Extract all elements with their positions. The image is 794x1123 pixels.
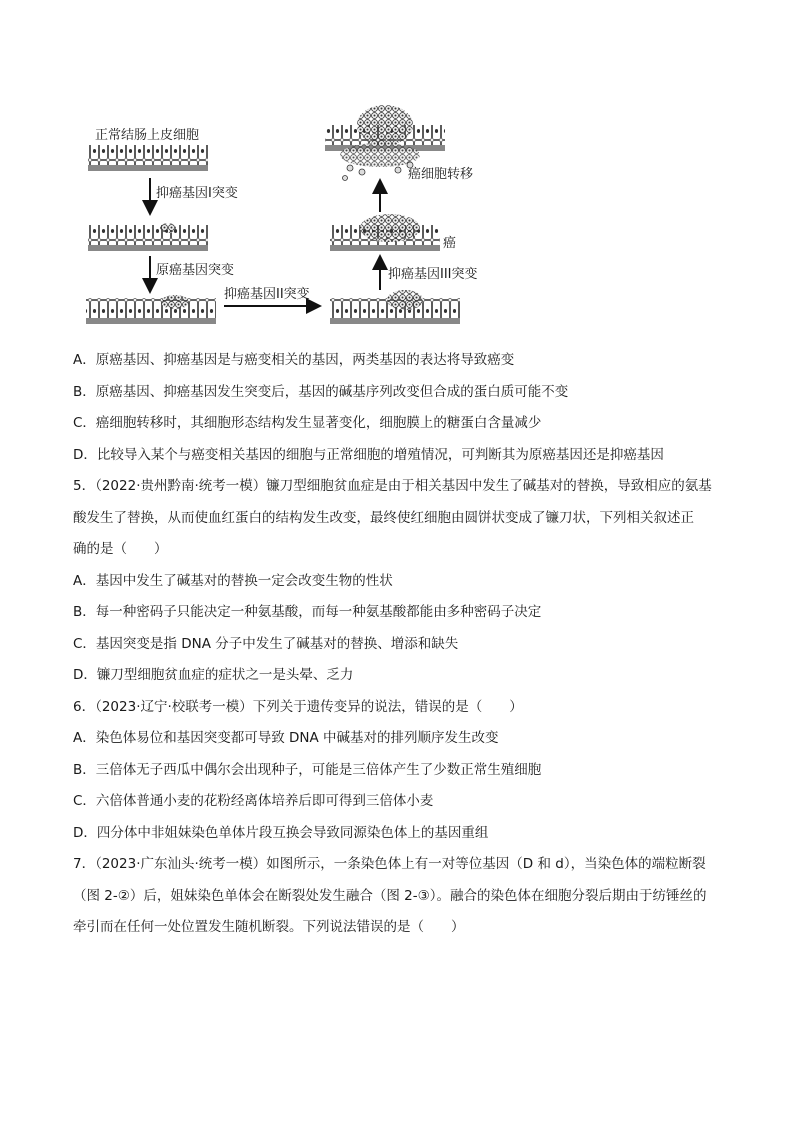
stage4-epithelium: [330, 290, 460, 324]
q5-stem-1: 5．（2022·贵州黔南·统考一模）镰刀型细胞贫血症是由于相关基因中发生了碱基对的替换，导致相应的氨基: [73, 478, 712, 494]
q4-option-d: D．比较导入某个与癌变相关基因的细胞与正常细胞的增殖情况，可判断其为原癌基因还是抑癌基因: [73, 446, 664, 463]
q5-option-b: B．每一种密码子只能决定一种氨基酸，而每一种氨基酸都能由多种密码子决定: [73, 604, 542, 620]
q5-stem-2: 酸发生了替换，从而使血红蛋白的结构发生改变，最终使红细胞由圆饼状变成了镰刀状，下列相关叙述正: [73, 509, 694, 526]
q5-option-a: A．基因中发生了碱基对的替换一定会改变生物的性状: [73, 572, 393, 589]
label-suppressor2: 抑癌基因II突变: [224, 287, 310, 302]
q5-option-d: D．镰刀型细胞贫血症的症状之一是头晕、乏力: [73, 667, 354, 683]
q7-stem-1: 7．（2023·广东汕头·统考一模）如图所示，一条染色体上有一对等位基因（D 和 d），当染色体的端粒断裂: [73, 856, 706, 872]
q5-option-c: C．基因突变是指 DNA 分子中发生了碱基对的替换、增添和缺失: [73, 635, 459, 652]
stage2-epithelium: [88, 223, 208, 251]
label-normal: 正常结肠上皮细胞: [95, 128, 200, 143]
q6-option-a: A．染色体易位和基因突变都可导致 DNA 中碱基对的排列顺序发生改变: [73, 730, 499, 746]
normal-epithelium: [88, 145, 208, 171]
stage3-epithelium: [86, 295, 216, 324]
q6-option-c: C．六倍体普通小麦的花粉经离体培养后即可得到三倍体小麦: [73, 793, 434, 809]
label-suppressor1: 抑癌基因I突变: [156, 186, 238, 201]
q4-option-c: C．癌细胞转移时，其细胞形态结构发生显著变化，细胞膜上的糖蛋白含量减少: [73, 415, 542, 431]
question-text: [73, 345, 733, 944]
cancer-epithelium: [330, 214, 440, 251]
label-proto: 原癌基因突变: [156, 263, 235, 278]
q4-option-b: B．原癌基因、抑癌基因发生突变后，基因的碱基序列改变但合成的蛋白质可能不变: [73, 383, 569, 400]
label-metastasis: 癌细胞转移: [408, 167, 474, 182]
label-suppressor3: 抑癌基因III突变: [388, 267, 478, 282]
q6-stem: 6．（2023·辽宁·校联考一模）下列关于遗传变异的说法，错误的是（ ）: [73, 698, 523, 715]
q7-stem-2: （图 2-②）后，姐妹染色单体会在断裂处发生融合（图 2-③）。融合的染色体在细胞分裂后期由于纺锤丝的: [73, 887, 707, 904]
label-cancer: 癌: [443, 236, 457, 251]
q7-stem-3: 牵引而在任何一处位置发生随机断裂。下列说法错误的是（ ）: [73, 919, 465, 935]
q6-option-b: B．三倍体无子西瓜中偶尔会出现种子，可能是三倍体产生了少数正常生殖细胞: [73, 761, 542, 778]
q5-stem-3: 确的是（ ）: [73, 541, 168, 557]
q6-option-d: D．四分体中非姐妹染色单体片段互换会导致同源染色体上的基因重组: [73, 824, 489, 841]
q4-option-a: A．原癌基因、抑癌基因是与癌变相关的基因，两类基因的表达将导致癌变: [73, 352, 515, 368]
cancer-progression-diagram: [0, 0, 794, 340]
